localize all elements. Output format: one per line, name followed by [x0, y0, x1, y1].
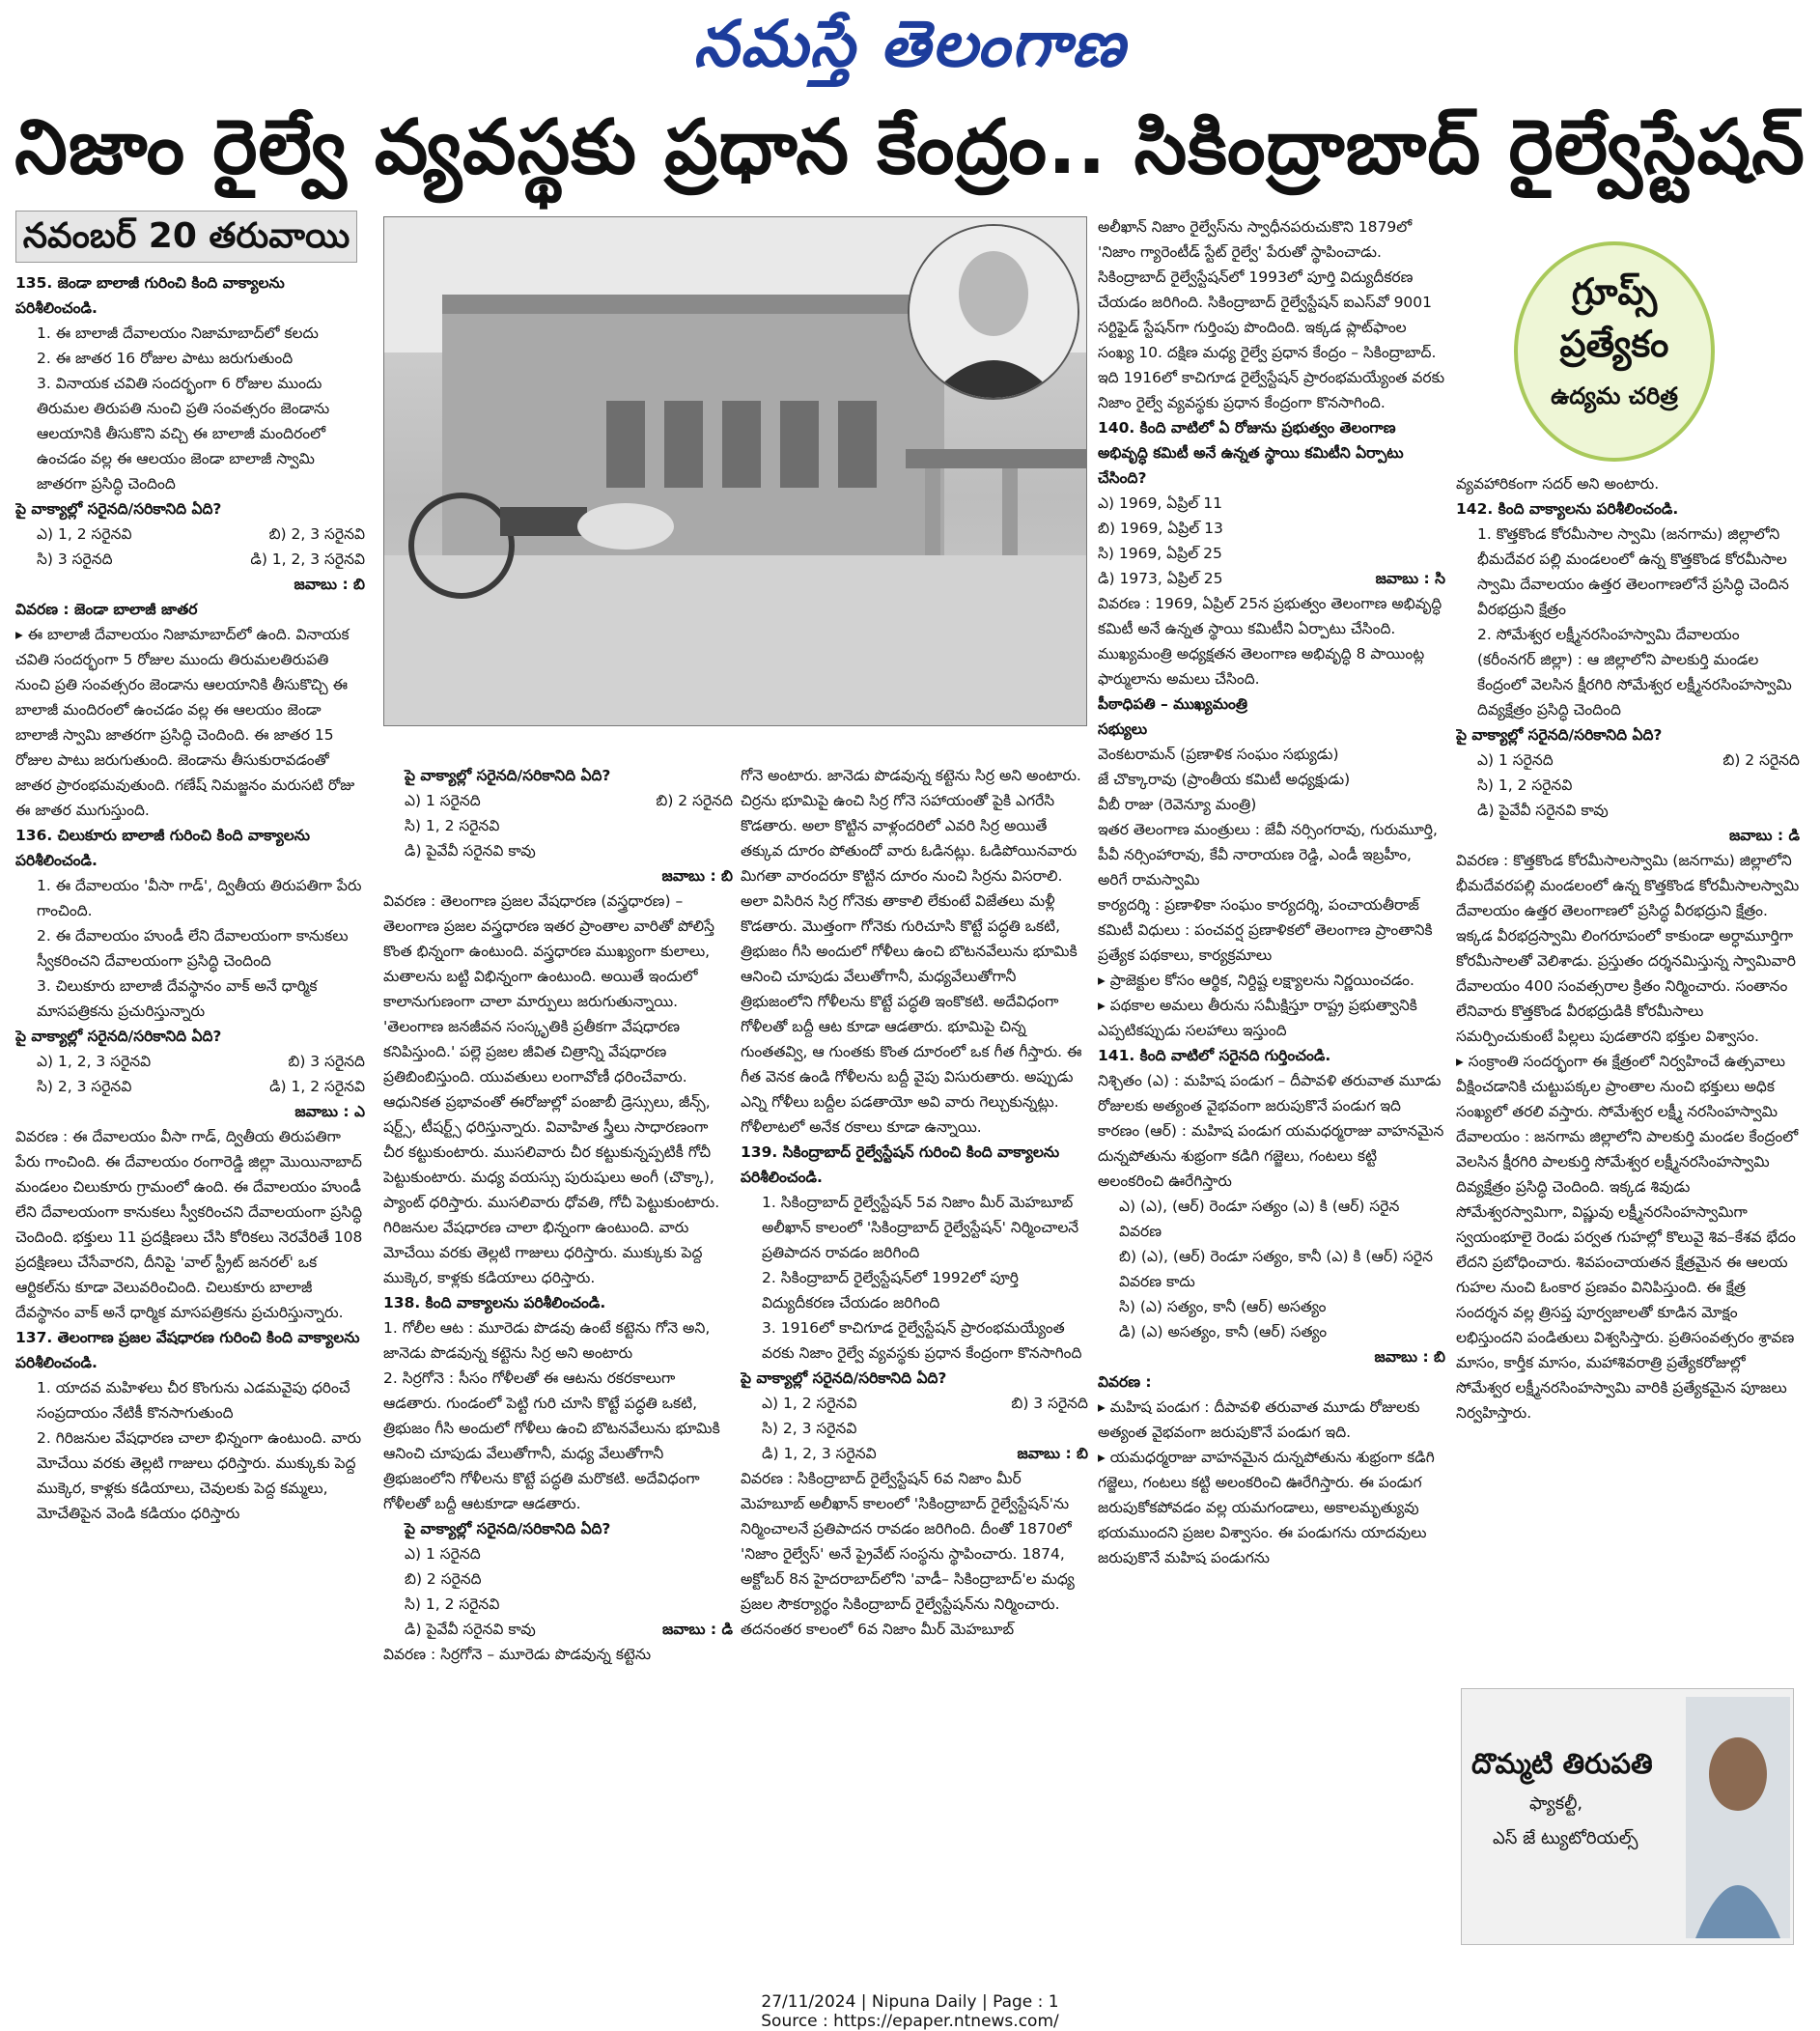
- member: జే చొక్కారావు (ప్రాంతీయ కమిటీ అధ్యక్షుడు): [1098, 771, 1351, 788]
- answer-141: జవాబు : బి: [1374, 1348, 1445, 1366]
- option: ఎ) 1, 2, 3 సరైనవి: [37, 1053, 152, 1070]
- option: బి) (ఎ), (ఆర్) రెండూ సత్యం, కానీ (ఎ) కి (ఆర్) సరైన వివరణ కాదు: [1119, 1248, 1433, 1290]
- subheading: సభ్యులు: [1098, 720, 1148, 738]
- member: ఇతర తెలంగాణ మంత్రులు : జేవీ నర్సింగరావు, గురుమూర్తి, పీవీ నర్సింహారావు, కేవీ నారాయణ రెడ్డి, ఎండీ ఇబ్రహీం, అరిగే రామస్వామి: [1098, 821, 1438, 889]
- ask-line: పై వాక్యాల్లో సరైనది/సరికానిది ఏది?: [741, 1369, 947, 1387]
- column-5: [1456, 471, 1800, 1678]
- statement: 2. ఈ దేవాలయం హుండీ లేని దేవాలయంగా కానుకలు స్వీకరించని దేవాలయంగా ప్రసిద్ధి చెందింది: [37, 927, 349, 970]
- explanation-text: వివరణ : ఈ దేవాలయం వీసా గాడ్, ద్వితీయ తిరుపతిగా పేరు గాంచింది. ఈ దేవాలయం రంగారెడ్డి జిల్లా మొయినాబాద్ మండలం చిలుకూరు గ్రామంలో ఉంది. ఈ దేవాలయం హుండీ లేని దేవాలయంగా కానుకలు స్వీకరించని దేవాలయంగా ప్రసిద్ధి చెందింది. భక్తులు 11 ప్రదక్షిణలు చేసి కోరికలు నెరవేరితే 108 ప్రదక్షిణలు చేసేవారని, దీనిపై 'వాల్ స్ట్రీట్ జనరల్' ఒక ఆర్టికల్‌ను కూడా వెలువరించింది. చిలుకూరు బాలాజీ దేవస్థానం వాక్ అనే ధార్మిక మాసపత్రికను ప్రచురిస్తున్నారు.: [15, 1128, 363, 1321]
- answer-140: జవాబు : సి: [1375, 570, 1445, 587]
- answer-137: జవాబు : బి: [661, 867, 733, 885]
- option: సి) 1, 2 సరైనవి: [1477, 776, 1573, 794]
- option: బి) 2 సరైనది: [1722, 751, 1800, 769]
- option: సి) 2, 3 సరైనవి: [37, 1078, 132, 1095]
- question-142: 142. కింది వాక్యాలను పరిశీలించండి.: [1456, 500, 1679, 518]
- statement: 3. చిలుకూరు బాలాజీ దేవస్థానం వాక్ అనే ధార్మిక మాసపత్రికను ప్రచురిస్తున్నారు: [37, 977, 318, 1020]
- ask-line: పై వాక్యాల్లో సరైనది/సరికానిది ఏది?: [405, 1520, 611, 1537]
- badge-line: గ్రూప్స్: [1571, 270, 1658, 313]
- explanation-text: ▸ ఈ బాలాజీ దేవాలయం నిజామాబాద్‌లో ఉంది. వినాయక చవితి సందర్భంగా 5 రోజుల ముందు తిరుమలతిరుపతి నుంచి ప్రతి సంవత్సరం జెండాను ఆలయానికి తీసుకొచ్చి ఈ బాలాజీ మందిరంలో ఉంచడం వల్ల ఈ ఆలయం జెండా బాలాజీ స్వామి జాతరగా ప్రసిద్ధి చెందింది. ఈ జాతర 15 రోజుల పాటు జరుగుతుంది. జెండాను తీసుకురావడంతో జాతర ప్రారంభమవుతుంది. గణేష్ నిమజ్జనం మరుసటి రోజు ఈ జాతర ముగుస్తుంది.: [15, 626, 355, 819]
- option: బి) 2 సరైనది: [405, 1570, 482, 1588]
- question-141: 141. కింది వాటిలో సరైనది గుర్తించండి.: [1098, 1047, 1331, 1064]
- member: కార్యదర్శి : ప్రణాళికా సంఘం కార్యదర్శి, పంచాయతీరాజ్: [1098, 896, 1419, 914]
- kicker-label: నవంబర్ 20 తరువాయి: [15, 211, 357, 263]
- question-136: 136. చిలుకూరు బాలాజీ గురించి కింది వాక్యాలను పరిశీలించండి.: [15, 827, 310, 869]
- member: వెంకటరామన్ (ప్రణాళిక సంఘం సభ్యుడు): [1098, 746, 1339, 763]
- statement: 2. గిరిజనుల వేషధారణ చాలా భిన్నంగా ఉంటుంది. వారు మోచేయి వరకు తెల్లటి గాజులు ధరిస్తారు. ముక్కుకు పెద్ద ముక్కెర, కాళ్లకు కడియాలు, చెవులకు పెద్ద కమ్మలు, మోచేతిపైన వెండి కడియం ధరిస్తారు: [37, 1429, 362, 1522]
- body-text: గోనె అంటారు. జానెడు పొడవున్న కట్టెను సిర్ర అని అంటారు. చిర్రను భూమిపై ఉంచి సిర్ర గోనె సహాయంతో పైకి ఎగరేసి కొడతారు. అలా కొట్టిన వాళ్లందరిలో ఎవరి సిర్ర అయితే తక్కువ దూరం పోతుందో వారు ఓడినట్లు. ఓడిపోయినవారు మిగతా వారందరూ కొట్టిన దూరం నుంచి సిర్రను విసరాలి. అలా విసిరిన సిర్ర గోనెకు తాకాలి లేకుంటే విజేతలు మళ్లీ కొడతారు. మొత్తంగా గోనెకు గురిచూసి కొట్టే పద్ధతి ఒకటి, త్రిభుజం గీసి అందులో గోళీలు ఉంచి బొటనవేలును భూమికి ఆనించి చూపుడు వేలుతోగానీ, మధ్యవేలుతోగానీ త్రిభుజంలోని గోళీలను కొట్టే పద్ధతి ఇంకొకటి. అదేవిధంగా గోళీలతో బద్దీ ఆట కూడా ఆడతారు. భూమిపై చిన్న గుంతతవ్వి, ఆ గుంతకు కొంత దూరంలో ఒక గీత గీస్తారు. ఈ గీత వెనక ఉండి గోళీలను బద్దీ వైపు విసురుతారు. అప్పుడు ఎన్ని గోళీలు బద్దీల పడతాయో అవి వారు గెల్చుకున్నట్లు. గోళీలాటలో అనేక రకాలు కూడా ఉన్నాయి.: [741, 767, 1082, 1136]
- question-135: 135. జెండా బాలాజీ గురించి కింది వాక్యాలను పరిశీలించండి.: [15, 274, 285, 317]
- explanation: వివరణ : జెండా బాలాజీ జాతర: [15, 601, 198, 618]
- answer-136: జవాబు : ఎ: [294, 1103, 365, 1120]
- bullet: ▸ ప్రాజెక్టుల కోసం ఆర్థిక, నిర్దిష్ట లక్ష్యాలను నిర్ణయించడం.: [1098, 972, 1414, 989]
- answer-142: జవాబు : డి: [1728, 827, 1800, 844]
- option: సి) 3 సరైనది: [37, 550, 113, 568]
- option: డి) 1, 2, 3 సరైనవి: [250, 550, 365, 568]
- option: డి) పైవేవీ సరైనవి కావు: [405, 1621, 536, 1638]
- option: ఎ) 1 సరైనది: [1477, 751, 1554, 769]
- statement: 2. ఈ జాతర 16 రోజుల పాటు జరుగుతుంది: [37, 350, 294, 367]
- masthead-logo: నమస్తే తెలంగాణ: [693, 6, 1127, 81]
- statement: 1. ఈ దేవాలయం 'వీసా గాడ్', ద్వితీయ తిరుపతిగా పేరు గాంచింది.: [37, 877, 362, 919]
- option: ఎ) 1969, ఏప్రిల్ 11: [1098, 494, 1222, 512]
- footer-source-line: Source : https://epaper.ntnews.com/: [761, 2012, 1059, 2031]
- option: డి) 1973, ఏప్రిల్ 25: [1098, 570, 1223, 587]
- options-row: [383, 788, 733, 813]
- bullet: ▸ మహిష పండుగ : దీపావళి తరువాత మూడు రోజులకు అత్యంత వైభవంగా జరుపుకొనే పండుగ ఇది.: [1098, 1398, 1420, 1441]
- statement: 1. యాదవ మహిళలు చీర కొంగును ఎడమవైపు ధరించే సంప్రదాయం నేటికీ కొనసాగుతుంది: [37, 1379, 350, 1422]
- option: ఎ) 1 సరైనది: [405, 1545, 481, 1563]
- option: బి) 2, 3 సరైనవి: [268, 525, 365, 543]
- option: సి) (ఎ) సత్యం, కానీ (ఆర్) అసత్యం: [1119, 1298, 1327, 1315]
- member: కమిటీ విధులు : పంచవర్ష ప్రణాళికలో తెలంగాణ ప్రాంతానికి ప్రత్యేక పథకాలు, కార్యక్రమాలు: [1098, 921, 1433, 964]
- footer-date-line: 27/11/2024 | Nipuna Daily | Page : 1: [761, 1992, 1059, 2012]
- explanation: వివరణ :: [1098, 1373, 1152, 1391]
- question-137: 137. తెలంగాణ ప్రజల వేషధారణ గురించి కింది వాక్యాలను పరిశీలించండి.: [15, 1329, 360, 1371]
- statement: 2. సిర్రగోనె : సీసం గోళీలతో ఈ ఆటను రకరకాలుగా ఆడతారు. గుండంలో పెట్టి గురి చూసి కొట్టే పద్ధతి ఒకటి, త్రిభుజం గీసి అందులో గోళీలు ఉంచి బొటనవేలును భూమికి ఆనించి చూపుడు వేలుతోగానీ, మధ్య వేలుతోగానీ త్రిభుజంలోని గోళీలను కొట్టే పద్ధతి మరొకటి. అదేవిధంగా గోళీలతో బద్దీ ఆటకూడా ఆడతారు.: [383, 1369, 720, 1512]
- options-row: [383, 1617, 733, 1642]
- option: డి) 1, 2 సరైనవి: [269, 1078, 365, 1095]
- statement: 3. 1916లో కాచిగూడ రైల్వేస్టేషన్ ప్రారంభమయ్యేంత వరకు నిజాం రైల్వే వ్యవస్థకు ప్రధాన కేంద్రంగా కొనసాగింది: [762, 1319, 1082, 1362]
- options-row: [1098, 566, 1445, 591]
- statement: 3. వినాయక చవితి సందర్భంగా 6 రోజుల ముందు తిరుమల తిరుపతి నుంచి ప్రతి సంవత్సరం జెండాను ఆలయానికి తీసుకొని వచ్చి ఈ బాలాజీ మందిరంలో ఉంచడం వల్ల ఈ ఆలయం జెండా బాలాజీ స్వామి జాతరగా ప్రసిద్ధి చెందింది: [37, 375, 330, 493]
- statement: 1. కొత్తకొండ కోరమీసాల స్వామి (జనగామ) జిల్లాలోని భీమదేవర పల్లి మండలంలో ఉన్న కొత్తకొండ కోరమీసాల స్వామి దేవాలయం ఉత్తర తెలంగాణలోనే ప్రసిద్ధి చెందిన వీరభద్రుని క్షేత్రం: [1477, 525, 1789, 618]
- explanation-text: వివరణ : సికింద్రాబాద్ రైల్వేస్టేషన్ 6వ నిజాం మీర్ మెహబూబ్ అలీఖాన్ కాలంలో 'సికింద్రాబాద్ రైల్వేస్టేషన్'ను నిర్మించాలనే ప్రతిపాదన రావడం జరిగింది. దీంతో 1870లో 'నిజాం రైల్వేస్' అనే ప్రైవేట్ సంస్థను స్థాపించారు. 1874, అక్టోబర్ 8న హైదరాబాద్‌లోని 'వాడీ– సికింద్రాబాద్'ల మధ్య ప్రజల సౌకర్యార్థం సికింద్రాబాద్ రైల్వేస్టేషన్‌ను నిర్మించారు. తదనంతర కాలంలో 6వ నిజాం మీర్ మెహబూబ్: [741, 1470, 1075, 1638]
- question-140: 140. కింది వాటిలో ఏ రోజును ప్రభుత్వం తెలంగాణ అభివృద్ధి కమిటీ అనే ఉన్నత స్థాయి కమిటీని ఏర్పాటు చేసింది?: [1098, 419, 1404, 487]
- options-row: [741, 1391, 1088, 1416]
- statement: 1. సికింద్రాబాద్ రైల్వేస్టేషన్ 5వ నిజాం మీర్ మెహబూబ్ అలీఖాన్ కాలంలో 'సికింద్రాబాద్ రైల్వేస్టేషన్' నిర్మించాలనే ప్రతిపాదన రావడం జరిగింది: [762, 1194, 1079, 1261]
- headline: నిజాం రైల్వే వ్యవస్థకు ప్రధాన కేంద్రం.. సికింద్రాబాద్ రైల్వేస్టేషన్: [14, 104, 1806, 191]
- column-4: [1098, 214, 1445, 1980]
- column-1: [15, 270, 365, 1980]
- author-photo: [1686, 1697, 1790, 1938]
- statement: 2. సోమేశ్వర లక్ష్మీనరసింహస్వామి దేవాలయం (కరీంనగర్ జిల్లా) : ఆ జిల్లాలోని పాలకుర్తి మండల కేంద్రంలో వెలసిన క్షీరగిరి సోమేశ్వర లక్ష్మీనరసింహస్వామి దివ్యక్షేత్రం ప్రసిద్ధి చెందింది: [1477, 626, 1792, 719]
- bullet: ▸ పథకాల అమలు తీరును సమీక్షిస్తూ రాష్ట్ర ప్రభుత్వానికి ఎప్పటికప్పుడు సలహాలు ఇస్తుంది: [1098, 997, 1417, 1039]
- explanation-text: వివరణ : 1969, ఏప్రిల్ 25న ప్రభుత్వం తెలంగాణ అభివృద్ధి కమిటీ అనే ఉన్నత స్థాయి కమిటీని ఏర్పాటు చేసింది. ముఖ్యమంత్రి అధ్యక్షతన తెలంగాణ అభివృద్ధి 8 పాయింట్ల ఫార్ములాను అమలు చేసింది.: [1098, 595, 1442, 688]
- options-row: [15, 522, 365, 547]
- badge-line: ప్రత్యేకం: [1559, 323, 1669, 365]
- option: బి) 3 సరైనది: [288, 1053, 365, 1070]
- statement: 1. ఈ బాలాజీ దేవాలయం నిజామాబాద్‌లో కలదు: [37, 324, 319, 342]
- answer-135: జవాబు : బి: [294, 576, 365, 593]
- statement: కారణం (ఆర్) : మహిష పండుగ యమధర్మరాజు వాహనమైన దున్నపోతును శుభ్రంగా కడిగి గజ్జెలు, గంటలు కట్టి అలంకరించి ఊరేగిస్తారు: [1098, 1122, 1444, 1190]
- option: ఎ) 1 సరైనది: [405, 792, 481, 809]
- option: బి) 2 సరైనది: [656, 792, 733, 809]
- explanation-text: వివరణ : సిర్రగోనె – మూరెడు పొడవున్న కట్టెను: [383, 1646, 652, 1663]
- author-photo-illustration: [1686, 1697, 1790, 1938]
- author-box: [1461, 1688, 1794, 1945]
- answer-138: జవాబు : డి: [661, 1621, 733, 1638]
- member: వీబీ రాజు (రెవెన్యూ మంత్రి): [1098, 796, 1257, 813]
- option: ఎ) (ఎ), (ఆర్) రెండూ సత్యం (ఎ) కి (ఆర్) సరైన వివరణ: [1119, 1198, 1400, 1240]
- ask-line: పై వాక్యాల్లో సరైనది/సరికానిది ఏది?: [405, 767, 611, 784]
- statement: 2. సికింద్రాబాద్ రైల్వేస్టేషన్‌లో 1992లో పూర్తి విద్యుదీకరణ చేయడం జరిగింది: [762, 1269, 1019, 1312]
- portrait-illustration: [910, 226, 1078, 398]
- options-row: [1456, 748, 1800, 773]
- statement: నిశ్చితం (ఎ) : మహిష పండుగ – దీపావళి తరువాత మూడు రోజులకు అత్యంత వైభవంగా జరుపుకొనే పండుగ ఇది: [1098, 1072, 1442, 1114]
- author-org: ఎస్ జే ట్యుటోరియల్స్: [1493, 1828, 1638, 1848]
- ask-line: పై వాక్యాల్లో సరైనది/సరికానిది ఏది?: [1456, 726, 1663, 744]
- option: సి) 1, 2 సరైనవి: [405, 1595, 500, 1613]
- option: ఎ) 1, 2 సరైనవి: [37, 525, 132, 543]
- page-footer: [0, 1992, 1820, 2031]
- options-row: [15, 547, 365, 572]
- option: డి) 1, 2, 3 సరైనవి: [762, 1445, 877, 1462]
- options-row: [15, 1049, 365, 1074]
- option: బి) 1969, ఏప్రిల్ 13: [1098, 520, 1223, 537]
- bullet: ▸ యమధర్మరాజు వాహనమైన దున్నపోతును శుభ్రంగా కడిగి గజ్జెలు, గంటలు కట్టి అలంకరించి ఊరేగిస్తారు. ఈ పండుగ జరుపుకోకపోవడం వల్ల యమగండాలు, అకాలమృత్యువు భయముందని ప్రజల విశ్వాసం. ఈ పండుగను యాదవులు జరుపుకొనే మహిష పండుగను: [1098, 1449, 1435, 1566]
- options-row: [741, 1441, 1088, 1466]
- author-role: ఫ్యాకల్టీ,: [1529, 1793, 1583, 1814]
- options-row: [15, 1074, 365, 1099]
- option: డి) పైవేవీ సరైనవి కావు: [1477, 802, 1609, 819]
- column-2: [383, 763, 733, 1980]
- ask-line: పై వాక్యాల్లో సరైనది/సరికానిది ఏది?: [15, 500, 222, 518]
- groups-special-badge: [1514, 241, 1715, 462]
- column-3: [741, 763, 1088, 1980]
- option: సి) 1969, ఏప్రిల్ 25: [1098, 545, 1222, 562]
- body-text: వ్యవహారికంగా సదర్ అని అంటారు.: [1456, 475, 1660, 493]
- option: డి) (ఎ) అసత్యం, కానీ (ఆర్) సత్యం: [1119, 1323, 1328, 1340]
- option: డి) పైవేవీ సరైనవి కావు: [405, 842, 536, 860]
- badge-subtitle: ఉద్యమ చరిత్ర: [1551, 382, 1678, 409]
- explanation-text: వివరణ : తెలంగాణ ప్రజల వేషధారణ (వస్త్రధారణ) – తెలంగాణ ప్రజల వస్త్రధారణ ఇతర ప్రాంతాల వారితో పోలిస్తే కొంత భిన్నంగా ఉంటుంది. వస్త్రధారణ ముఖ్యంగా కులాలు, మతాలను బట్టి విభిన్నంగా ఉంటుంది. అయితే ఇందులో కాలానుగుణంగా చాలా మార్పులు జరుగుతున్నాయి. 'తెలంగాణ జనజీవన సంస్కృతికి ప్రతీకగా వేషధారణ కనిపిస్తుంది.' పల్లె ప్రజల జీవిత చిత్రాన్ని వేషధారణ ప్రతిబింబిస్తుంది. యువతులు లంగావోణీ ధరించేవారు. ఆధునికత ప్రభావంతో ఈరోజుల్లో పంజాబీ డ్రెస్సులు, జీన్స్, షర్ట్స్, టీషర్ట్స్ ధరిస్తున్నారు. వివాహిత స్త్రీలు సాధారణంగా చీర కట్టుకుంటారు. ముసలివారు చీర కట్టుకున్నప్పటికీ గోచీ పెట్టుకుంటారు. మధ్య వయస్సు పురుషులు అంగీ (చొక్కా), ప్యాంట్ ధరిస్తారు. ముసలివారు ధోవతి, గోచీ పెట్టుకుంటారు. గిరిజనుల వేషధారణ చాలా భిన్నంగా ఉంటుంది. వారు మోచేయి వరకు తెల్లటి గాజులు ధరిస్తారు. ముక్కుకు పెద్ద ముక్కెర, కాళ్లకు కడియాలు ధరిస్తారు.: [383, 892, 720, 1286]
- ask-line: పై వాక్యాల్లో సరైనది/సరికానిది ఏది?: [15, 1028, 222, 1045]
- answer-139: జవాబు : బి: [1017, 1445, 1088, 1462]
- statement: 1. గోలీల ఆట : మూరెడు పొడవు ఉంటే కట్టెను గోనె అని, జానెడు పొడవున్న కట్టెను సిర్ర అని అంటారు: [383, 1319, 711, 1362]
- subheading: పీఠాధిపతి – ముఖ్యమంత్రి: [1098, 695, 1247, 713]
- option: ఎ) 1, 2 సరైనవి: [762, 1395, 857, 1412]
- bullet: ▸ సంక్రాంతి సందర్భంగా ఈ క్షేత్రంలో నిర్వహించే ఉత్సవాలు వీక్షించడానికి చుట్టుపక్కల ప్రాంతాల నుంచి భక్తులు అధిక సంఖ్యలో తరలి వస్తారు. సోమేశ్వర లక్ష్మీ నరసింహస్వామి దేవాలయం : జనగామ జిల్లాలోని పాలకుర్తి మండల కేంద్రంలో వెలసిన క్షీరగిరి పాలకుర్తి సోమేశ్వర లక్ష్మీనరసింహస్వామి దివ్యక్షేత్రం ప్రసిద్ధి చెందింది. ఇక్కడ శివుడు సోమేశ్వరస్వామిగా, విష్ణువు లక్ష్మీనరసింహస్వామిగా స్వయంభూలై రెండు పర్వత గుహల్లో కొలువై శివ–కేశవ భేదం లేదని ప్రబోధించారు. శివపంచాయతన క్షేత్రమైన ఈ ఆలయ గుహల నుంచి ఓంకార ప్రణవం వినిపిస్తుంది. ఈ క్షేత్ర సందర్శన వల్ల త్రిసప్త పూర్వజాలతో కూడిన మోక్షం లభిస్తుందని పండితులు విశ్వసిస్తారు. ప్రతిసంవత్సరం శ్రావణ మాసం, కార్తీక మాసం, మహాశివరాత్రి ప్రత్యేకరోజుల్లో సోమేశ్వర లక్ష్మీనరసింహస్వామి వారికి ప్రత్యేకమైన పూజలు నిర్వహిస్తారు.: [1456, 1053, 1799, 1422]
- portrait-photo: [908, 224, 1079, 400]
- option: సి) 2, 3 సరైనవి: [762, 1420, 857, 1437]
- question-139: 139. సికింద్రాబాద్ రైల్వేస్టేషన్ గురించి కింది వాక్యాలను పరిశీలించండి.: [741, 1143, 1060, 1186]
- option: సి) 1, 2 సరైనవి: [405, 817, 500, 834]
- question-138: 138. కింది వాక్యాలను పరిశీలించండి.: [383, 1294, 606, 1312]
- option: బి) 3 సరైనది: [1011, 1395, 1088, 1412]
- explanation-text: వివరణ : కొత్తకొండ కోరమీసాలస్వామి (జనగామ) జిల్లాలోని భీమదేవరపల్లి మండలంలో ఉన్న కొత్తకొండ కోరమీసాలస్వామి దేవాలయం ఉత్తర తెలంగాణలో ప్రసిద్ధ వీరభద్రుని క్షేత్రం. ఇక్కడ వీరభద్రస్వామి లింగరూపంలో కాకుండా అర్ధామూర్తిగా కోరమీసాలతో వెలిశాడు. ప్రస్తుతం దర్శనమిస్తున్న స్వామివారి దేవాలయం 400 సంవత్సరాల క్రితం నిర్మించారు. సంతానం లేనివారు కొత్తకొండ వీరభద్రుడికి కోరమీసాలు సమర్పించుకుంటే పిల్లలు పుడతారని భక్తుల విశ్వాసం.: [1456, 852, 1800, 1045]
- author-name: దొమ్మటి తిరుపతి: [1471, 1747, 1653, 1780]
- body-text: అలీఖాన్ నిజాం రైల్వేస్‌ను స్వాధీనపరుచుకొని 1879లో 'నిజాం గ్యారెంటీడ్ స్టేట్ రైల్వే' పేరుతో స్థాపించాడు. సికింద్రాబాద్ రైల్వేస్టేషన్‌లో 1993లో పూర్తి విద్యుదీకరణ చేయడం జరిగింది. సికింద్రాబాద్ రైల్వేస్టేషన్ ఐఎస్‌వో 9001 సర్టిఫైడ్ స్టేషన్‌గా గుర్తింపు పొందింది. ఇక్కడ ప్లాట్‌ఫాంల సంఖ్య 10. దక్షిణ మధ్య రైల్వే ప్రధాన కేంద్రం – సికింద్రాబాద్. ఇది 1916లో కాచిగూడ రైల్వేస్టేషన్ ప్రారంభమయ్యేంత వరకు నిజాం రైల్వే వ్యవస్థకు ప్రధాన కేంద్రంగా కొనసాగింది.: [1098, 218, 1445, 411]
